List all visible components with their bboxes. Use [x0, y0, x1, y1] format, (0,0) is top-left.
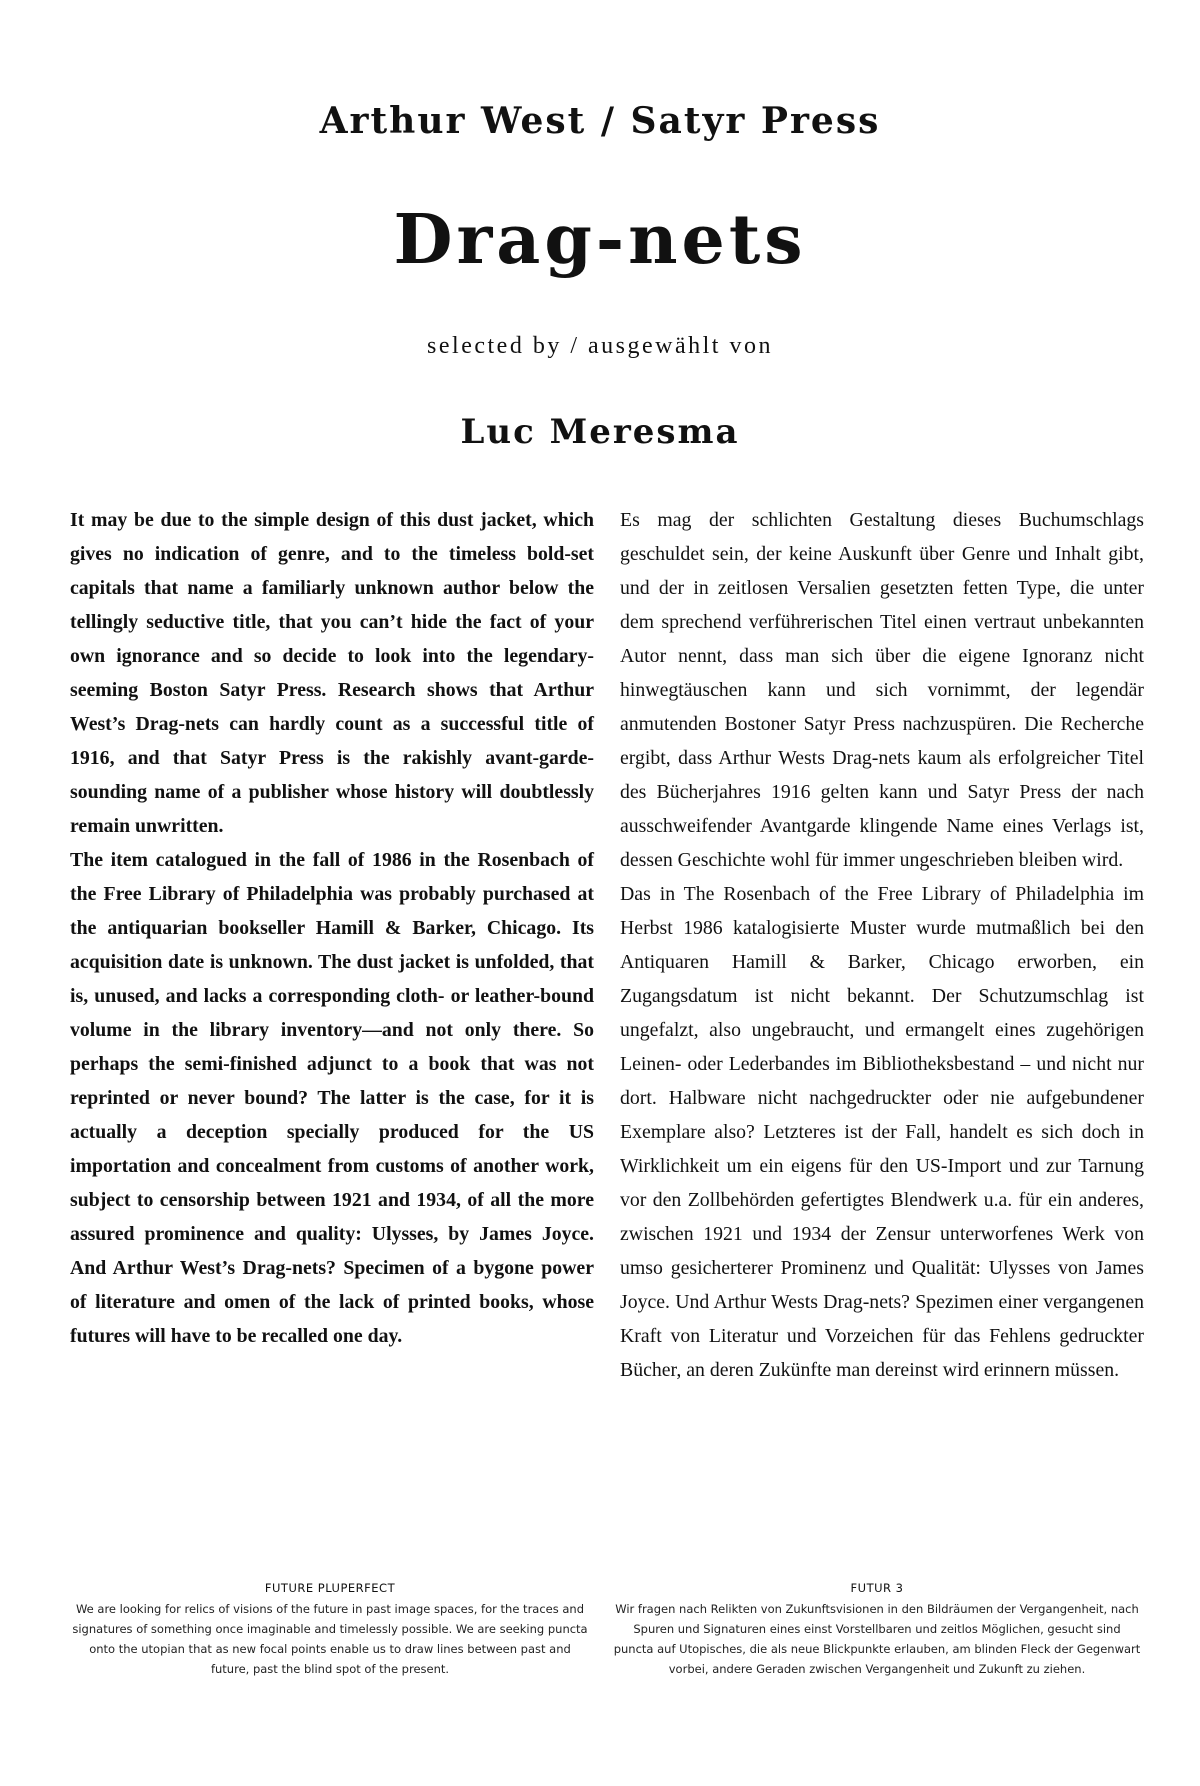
footer-german-text: Wir fragen nach Relikten von Zukunftsvisionen in den Bildräumen der Vergangenheit, nach Spuren und Signaturen eines einst Vorstellbaren und zeitlos Möglichen, gesucht sind puncta auf Utopisches, die als neue Blickpunkte erlauben, am blinden Fleck der Gegenwart vorbei, andere Geraden zwischen Vergangenheit und Zukunft zu ziehen. [613, 1602, 1141, 1676]
page-title: Drag-nets [393, 200, 807, 280]
footer-english-title: FUTURE PLUPERFECT [264, 1581, 396, 1595]
english-paragraph-1: It may be due to the simple design of this dust jacket, which gives no indication of genre, and to the timeless bold-set capitals that name a familiarly unknown author below the tellingly seductive title, that you can’t hide the fact of your own ignorance and so decide to look into the legendary-seeming Boston Satyr Press. Research shows that Arthur West’s Drag-nets can hardly count as a successful title of 1916, and that Satyr Press is the rakishly avant-garde-sounding name of a publisher whose history will doubtlessly remain unwritten. [70, 509, 594, 837]
selected-by-line: selected by / ausgewählt von [427, 333, 773, 359]
german-column [620, 503, 1144, 1387]
footer-english [70, 1578, 590, 1679]
english-column [70, 503, 594, 1353]
footer-english-text: We are looking for relics of visions of the future in past image spaces, for the traces and signatures of something once imaginable and timelessly possible. We are seeking puncta onto the utopian that as new focal points enable us to draw lines between past and future, past the blind spot of the present. [72, 1602, 588, 1676]
english-paragraph-2: The item catalogued in the fall of 1986 in the Rosenbach of the Free Library of Philadelphia was probably purchased at the antiquarian bookseller Hamill & Barker, Chicago. Its acquisition date is unknown. The dust jacket is unfolded, that is, unused, and lacks a corresponding cloth- or leather-bound volume in the library inventory—and not only there. So perhaps the semi-finished adjunct to a book that was not reprinted or never bound? The latter is the case, for it is actually a deception specially produced for the US importation and concealment from customs of another work, subject to censorship between 1921 and 1934, of all the more assured prominence and quality: Ulysses, by James Joyce. And Arthur West’s Drag-nets? Specimen of a bygone power of literature and omen of the lack of printed books, whose futures will have to be recalled one day. [70, 849, 594, 1347]
author-publisher-heading: Arthur West / Satyr Press [319, 100, 881, 142]
footer-german-title: FUTUR 3 [850, 1581, 904, 1595]
footer-german [612, 1578, 1142, 1679]
german-paragraph-2: Das in The Rosenbach of the Free Library of Philadelphia im Herbst 1986 katalogisierte Muster wurde mutmaßlich bei den Antiquaren Hamill & Barker, Chicago erworben, ein Zugangsdatum ist nicht bekannt. Der Schutzumschlag ist ungefalzt, also ungebraucht, und ermangelt eines zugehörigen Leinen- oder Lederbandes im Bibliotheksbestand – und nicht nur dort. Halbware nicht nachgedruckter oder nie aufgebundener Exemplare also? Letzteres ist der Fall, handelt es sich doch in Wirklichkeit um ein eigens für den US-Import und zur Tarnung vor den Zollbehörden gefertigtes Blendwerk u.a. für ein anderes, zwischen 1921 und 1934 der Zensur unterworfenes Werk von umso gesicherterer Prominenz und Qualität: Ulysses von James Joyce. Und Arthur Wests Drag-nets? Spezimen einer vergangenen Kraft von Literatur und Vorzeichen für das Fehlens gedruckter Bücher, an deren Zukünfte man dereinst wird erinnern müssen. [620, 883, 1144, 1381]
german-paragraph-1: Es mag der schlichten Gestaltung dieses Buchumschlags geschuldet sein, der keine Auskunft über Genre und Inhalt gibt, und der in zeitlosen Versalien gesetzten fetten Type, die unter dem sprechend verführerischen Titel einen vertraut unbekannten Autor nennt, dass man sich über die eigene Ignoranz nicht hinwegtäuschen kann und sich vornimmt, der legendär anmutenden Bostoner Satyr Press nachzuspüren. Die Recherche ergibt, dass Arthur Wests Drag-nets kaum als erfolgreicher Titel des Bücherjahres 1916 gelten kann und Satyr Press der nach ausschweifender Avantgarde klingende Name eines Verlags ist, dessen Geschichte wohl für immer ungeschrieben bleiben wird. [620, 509, 1144, 871]
editor-name: Luc Meresma [460, 412, 740, 452]
